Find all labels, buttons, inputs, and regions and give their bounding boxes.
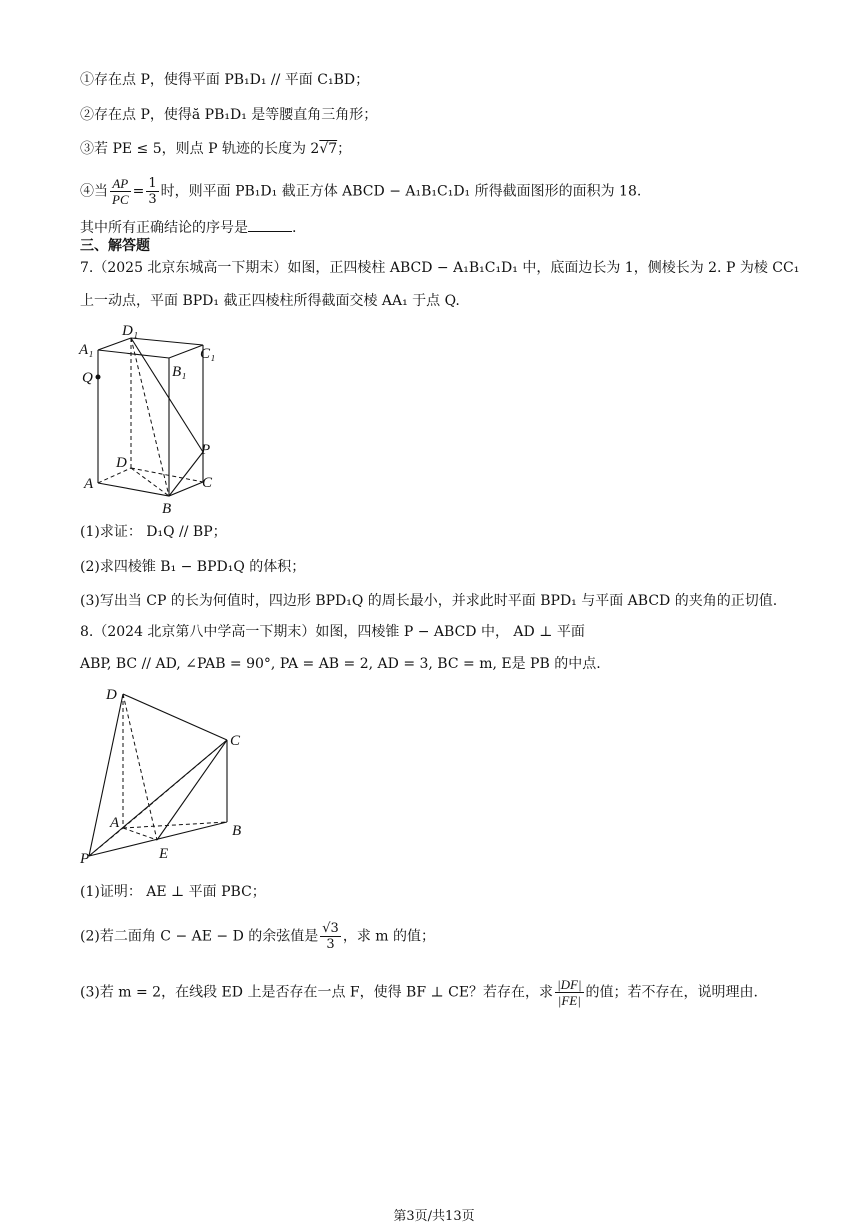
label-d: D bbox=[106, 687, 117, 703]
ratio-numerator: AP bbox=[110, 176, 131, 192]
label-p: P bbox=[80, 851, 90, 867]
statement-2: ②存在点 P，使得ă PB₁D₁ 是等腰直角三角形； bbox=[80, 107, 378, 123]
point-q bbox=[96, 375, 101, 380]
page-footer: 第3页/共13页 bbox=[393, 1209, 475, 1224]
ratio-fe: |FE| bbox=[557, 993, 581, 1008]
label-b: B bbox=[162, 501, 172, 517]
label-c: C bbox=[230, 733, 241, 749]
q7-part-3: (3)写出当 CP 的长为何值时，四边形 BPD₁Q 的周长最小，并求此时平面 BPD₁ 与平面 ABCD 的夹角的正切值. bbox=[80, 593, 778, 609]
ratio-df-fe bbox=[555, 977, 583, 1008]
q8-part-2-text: (2)若二面角 C − AE − D 的余弦值是 bbox=[80, 928, 319, 945]
statement-4-prefix: ④当 bbox=[80, 183, 108, 200]
cosine-numerator: √3 bbox=[322, 921, 339, 936]
q8-line-1: 8.（2024 北京第八中学高一下期末）如图，四棱锥 P − ABCD 中， AD ⊥ 平面 bbox=[80, 624, 585, 640]
label-d: D bbox=[116, 455, 127, 471]
cosine-denominator: 3 bbox=[326, 937, 335, 952]
cosine-fraction bbox=[320, 921, 341, 952]
ratio-denominator: PC bbox=[112, 192, 129, 207]
sqrt-seven: √7 bbox=[319, 141, 338, 157]
q7-line-2: 上一动点，平面 BPD₁ 截正四棱柱所得截面交棱 AA₁ 于点 Q. bbox=[80, 293, 460, 309]
section-heading: 三、解答题 bbox=[80, 238, 150, 254]
q7-line-1: 7.（2025 北京东城高一下期末）如图，正四棱柱 ABCD − A₁B₁C₁D₁ 中，底面边长为 1，侧棱长为 2. P 为棱 CC₁ bbox=[80, 260, 800, 276]
q8-figure bbox=[75, 682, 265, 872]
q8-part-3 bbox=[80, 977, 758, 1008]
label-b1: B₁ bbox=[172, 364, 187, 380]
statement-4-text: 时，则平面 PB₁D₁ 截正方体 ABCD − A₁B₁C₁D₁ 所得截面图形的面积为 18. bbox=[160, 183, 642, 200]
statement-3-text: ③若 PE ≤ 5，则点 P 轨迹的长度为 2 bbox=[80, 141, 320, 157]
q8-part-3-end: 的值；若不存在，说明理由. bbox=[585, 984, 758, 1001]
answer-blank bbox=[248, 217, 292, 232]
answer-prompt-text: 其中所有正确结论的序号是 bbox=[80, 220, 248, 236]
label-a1: A₁ bbox=[79, 342, 94, 358]
answer-prompt-end: . bbox=[292, 220, 297, 236]
label-c1: C₁ bbox=[200, 346, 216, 362]
statement-3 bbox=[80, 139, 351, 159]
fraction-one-third bbox=[146, 176, 158, 207]
label-b: B bbox=[232, 823, 242, 839]
q7-part-2: (2)求四棱锥 B₁ − BPD₁Q 的体积； bbox=[80, 559, 306, 575]
ratio-df: |DF| bbox=[557, 977, 582, 992]
label-p: P bbox=[201, 442, 211, 458]
q8-part-1: (1)证明： AE ⊥ 平面 PBC； bbox=[80, 884, 266, 900]
label-c: C bbox=[202, 475, 213, 491]
statement-3-end: ； bbox=[337, 141, 352, 157]
ratio-ap-pc bbox=[110, 176, 131, 207]
label-a: A bbox=[110, 815, 120, 831]
label-a: A bbox=[84, 476, 94, 492]
fraction-denominator: 3 bbox=[148, 192, 157, 207]
fraction-numerator: 1 bbox=[148, 176, 157, 191]
label-e: E bbox=[159, 846, 169, 862]
q8-part-3-text: (3)若 m = 2，在线段 ED 上是否存在一点 F，使得 BF ⊥ CE？若存在，求 bbox=[80, 984, 554, 1001]
statement-1: ①存在点 P，使得平面 PB₁D₁ // 平面 C₁BD； bbox=[80, 72, 370, 88]
q8-line-2: ABP, BC // AD, ∠PAB = 90°, PA = AB = 2, AD = 3, BC = m, E是 PB 的中点. bbox=[80, 656, 601, 672]
answer-prompt bbox=[80, 217, 296, 238]
label-d1: D₁ bbox=[122, 323, 139, 339]
statement-4 bbox=[80, 176, 641, 207]
q8-part-2 bbox=[80, 921, 435, 952]
equals-sign: = bbox=[132, 183, 145, 200]
label-q: Q bbox=[82, 370, 93, 386]
q7-figure bbox=[75, 318, 235, 518]
q7-part-1: (1)求证： D₁Q // BP； bbox=[80, 524, 227, 540]
q8-part-2-end: ，求 m 的值； bbox=[342, 928, 436, 945]
